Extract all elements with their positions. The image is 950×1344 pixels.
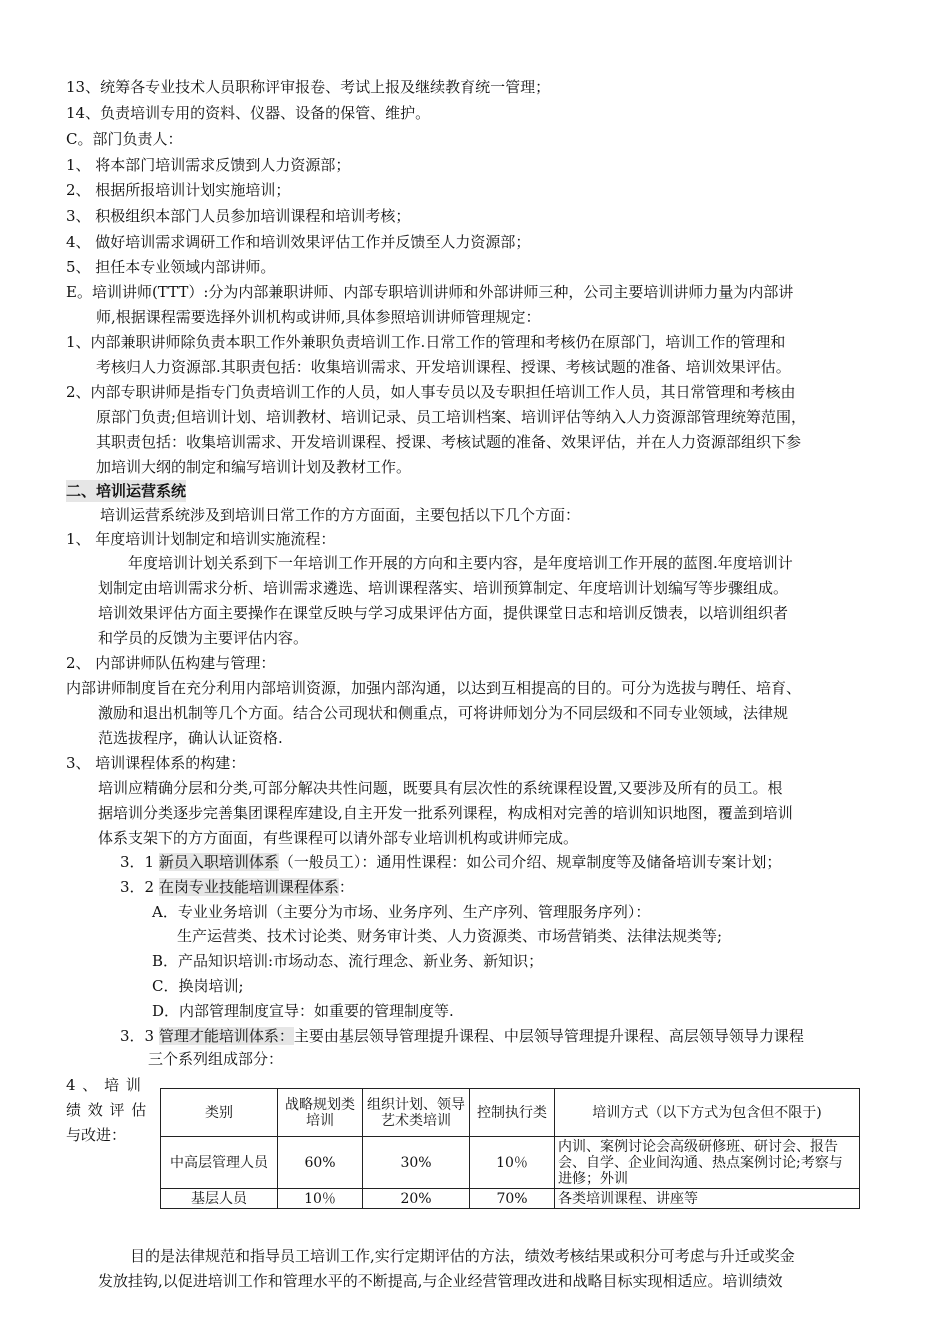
- subsection-text: （一般员工）：通用性课程：如公司介绍、规章制度等及储备培训专案计划；: [278, 853, 782, 871]
- table-header-cell: 控制执行类: [470, 1089, 555, 1137]
- section-heading: 二、培训运营系统: [66, 482, 187, 500]
- table-cell: 10％: [470, 1137, 555, 1189]
- text-line: 其职责包括：收集培训需求、开发培训课程、授课、考核试题的准备、效果评估，并在人力资源部组织下参: [96, 433, 802, 451]
- text-line: 1、 将本部门培训需求反馈到人力资源部；: [66, 156, 351, 174]
- table-row: [161, 1189, 860, 1209]
- subsection-number: 3．3: [120, 1027, 159, 1045]
- text-line: 发放挂钩,以促进培训工作和管理水平的不断提高,与企业经营管理改进和战略目标实现相适应。培训绩效: [98, 1272, 783, 1290]
- subsection-number: 3．1: [120, 853, 159, 871]
- table-header-cell: 类别: [161, 1089, 278, 1137]
- table-cell: 70%: [470, 1189, 555, 1209]
- text-line: 2、 根据所报培训计划实施培训；: [66, 181, 291, 199]
- text-line: 绩 效 评 估: [66, 1101, 148, 1119]
- text-line: 年度培训计划关系到下一年培训工作开展的方向和主要内容，是年度培训工作开展的蓝图.年度培训计: [128, 554, 793, 572]
- table-row: [161, 1137, 860, 1189]
- text-line: D．内部管理制度宣导：如重要的管理制度等.: [152, 1002, 454, 1020]
- text-line: 5、 担任本专业领域内部讲师。: [66, 258, 276, 276]
- text-line: E。培训讲师(TTT）:分为内部兼职讲师、内部专职培训讲师和外部讲师三种，公司主要培训讲师力量为内部讲: [66, 283, 794, 301]
- subsection-title: 在岗专业技能培训课程体系: [158, 878, 339, 896]
- table-cell: 30%: [363, 1137, 470, 1189]
- subsection-line: [120, 851, 781, 873]
- text-line: 14、负责培训专用的资料、仪器、设备的保管、维护。: [66, 104, 431, 122]
- text-line: 3、 积极组织本部门人员参加培训课程和培训考核；: [66, 207, 411, 225]
- text-line: 范选拔程序，确认认证资格.: [98, 729, 283, 747]
- text-line: 培训效果评估方面主要操作在课堂反映与学习成果评估方面，提供课堂日志和培训反馈表，以培训组织者: [98, 604, 789, 622]
- text-line: 加培训大纲的制定和编写培训计划及教材工作。: [96, 458, 412, 476]
- subsection-text: ：: [338, 878, 354, 896]
- table-header-cell: 组织计划、领导艺术类培训: [363, 1089, 470, 1137]
- subsection-number: 3．2: [120, 878, 159, 896]
- table-cell: 各类培训课程、讲座等: [555, 1189, 860, 1209]
- text-line: 与改进：: [66, 1126, 127, 1144]
- text-line: 培训应精确分层和分类,可部分解决共性问题，既要具有层次性的系统课程设置,又要涉及所有的员工。根: [98, 779, 783, 797]
- text-line: 原部门负责;但培训计划、培训教材、培训记录、员工培训档案、培训评估等纳入人力资源部管理统筹范围，: [96, 408, 807, 426]
- text-line: C。部门负责人：: [66, 130, 183, 148]
- text-line: 1、 年度培训计划制定和培训实施流程：: [66, 530, 336, 548]
- table-cell: 60%: [278, 1137, 363, 1189]
- training-evaluation-table: [160, 1088, 860, 1209]
- text-line: C．换岗培训;: [152, 977, 244, 995]
- subsection-text: 主要由基层领导管理提升课程、中层领导管理提升课程、高层领导领导力课程: [293, 1027, 804, 1045]
- table-cell: 20%: [363, 1189, 470, 1209]
- text-line: 培训运营系统涉及到培训日常工作的方方面面，主要包括以下几个方面：: [100, 506, 581, 524]
- text-line: 生产运营类、技术讨论类、财务审计类、人力资源类、市场营销类、法律法规类等;: [177, 927, 723, 945]
- table-cell: 内训、案例讨论会高级研修班、研讨会、报告会、自学、企业间沟通、热点案例讨论;考察与进修；外训: [555, 1137, 860, 1189]
- text-line: 3、 培训课程体系的构建：: [66, 754, 246, 772]
- table-header-cell: 战略规划类培训: [278, 1089, 363, 1137]
- table-cell: 基层人员: [161, 1189, 278, 1209]
- text-line: 4 、 培 训: [66, 1076, 142, 1094]
- text-line: 2、内部专职讲师是指专门负责培训工作的人员，如人事专员以及专职担任培训工作人员，其日常管理和考核由: [66, 383, 796, 401]
- subsection-title: 新员入职培训体系: [158, 853, 279, 871]
- text-line: 划制定由培训需求分析、培训需求遴选、培训课程落实、培训预算制定、年度培训计划编写等步骤组成。: [98, 579, 789, 597]
- table-header-cell: 培训方式（以下方式为包含但不限于): [555, 1089, 860, 1137]
- text-line: B．产品知识培训:市场动态、流行理念、新业务、新知识；: [152, 952, 544, 970]
- text-line: 1、内部兼职讲师除负责本职工作外兼职负责培训工作.日常工作的管理和考核仍在原部门，培训工作的管理和: [66, 333, 786, 351]
- text-line: 据培训分类逐步完善集团课程库建设,自主开发一批系列课程，构成相对完善的培训知识地图，覆盖到培训: [98, 804, 793, 822]
- text-line: 和学员的反馈为主要评估内容。: [98, 629, 309, 647]
- text-line: 三个系列组成部分：: [148, 1050, 284, 1068]
- text-line: 4、 做好培训需求调研工作和培训效果评估工作并反馈至人力资源部；: [66, 233, 531, 251]
- text-line: 体系支架下的方方面面，有些课程可以请外部专业培训机构或讲师完成。: [98, 829, 579, 847]
- subsection-line: [120, 1025, 804, 1047]
- text-line: A．专业业务培训（主要分为市场、业务序列、生产序列、管理服务序列）：: [152, 903, 651, 921]
- text-line: 13、统筹各专业技术人员职称评审报卷、考试上报及继续教育统一管理；: [66, 78, 551, 96]
- subsection-title: 管理才能培训体系：: [158, 1027, 294, 1045]
- table-cell: 中高层管理人员: [161, 1137, 278, 1189]
- text-line: 2、 内部讲师队伍构建与管理：: [66, 654, 276, 672]
- text-line: 师,根据课程需要选择外训机构或讲师,具体参照培训讲师管理规定：: [96, 308, 541, 326]
- subsection-line: [120, 876, 354, 898]
- text-line: 内部讲师制度旨在充分利用内部培训资源，加强内部沟通，以达到互相提高的目的。可分为选拔与聘任、培育、: [66, 679, 802, 697]
- table-cell: 10％: [278, 1189, 363, 1209]
- table-header-row: [161, 1089, 860, 1137]
- text-line: 考核归人力资源部.其职责包括：收集培训需求、开发培训课程、授课、考核试题的准备、培训效果评估。: [96, 358, 791, 376]
- text-line: 激励和退出机制等几个方面。结合公司现状和侧重点，可将讲师划分为不同层级和不同专业领域，法律规: [98, 704, 789, 722]
- text-line: 目的是法律规范和指导员工培训工作,实行定期评估的方法，绩效考核结果或积分可考虑与升迁或奖金: [130, 1247, 795, 1265]
